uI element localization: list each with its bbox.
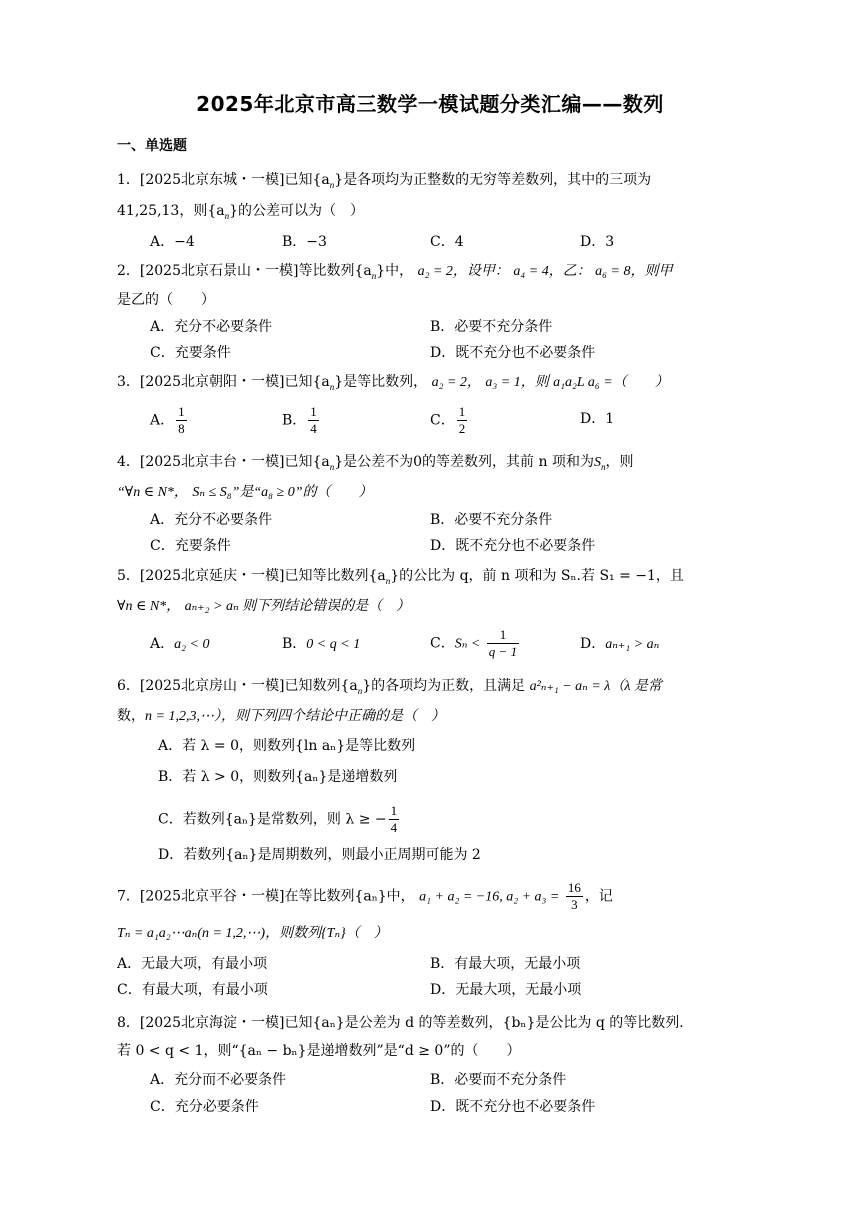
q8-option-b: B．必要而不充分条件 (430, 1072, 567, 1088)
question-8-line-2: 若 0 < q < 1，则“{aₙ − bₙ}是递增数列”是“d ≥ 0”的（ ） (117, 1043, 521, 1059)
q2-option-c: C．充要条件 (150, 345, 231, 361)
question-1-line-2: 41,25,13，则$\{a_n\}$的公差可以为（ ） (117, 203, 365, 221)
question-6-line-2: 数，n = 1,2,3,⋯），则下列四个结论中正确的是（ ） (117, 708, 445, 724)
q2-option-b: B．必要不充分条件 (430, 319, 553, 335)
q7-option-d: D．无最大项，无最小项 (430, 982, 582, 998)
q2-option-d: D．既不充分也不必要条件 (430, 345, 596, 361)
question-6-line-1: 6．[2025北京房山・一模]已知数列$\{a_n\}$的各项均为正数，且满足 a²ₙ₊₁ − aₙ = λ（λ 是常 (117, 678, 662, 696)
question-2-line-2: 是乙的（ ） (117, 292, 215, 308)
q7-option-a: A．无最大项，有最小项 (117, 956, 268, 972)
q7-option-c: C．有最大项，有最小项 (117, 982, 268, 998)
question-3-line-1: 3．[2025北京朝阳・一模]已知$\{a_n\}$是等比数列， a₂ = 2， a₃ = 1，则 a₁a₂L a₆ =（ ） (117, 374, 669, 392)
question-4-line-1: 4．[2025北京丰台・一模]已知$\{a_n\}$是公差不为0的等差数列，其前 n 项和为$S_n$，则 (117, 454, 634, 472)
question-7-line-2: Tₙ = a₁a₂⋯aₙ(n = 1,2,⋯)，则数列{Tₙ}（ ） (117, 926, 388, 941)
q6-option-c: C．若数列{aₙ}是常数列，则 λ ≥ − $\frac{1}{4}$ (158, 803, 398, 835)
q4-option-d: D．既不充分也不必要条件 (430, 538, 596, 554)
q8-option-c: C．充分必要条件 (150, 1099, 259, 1115)
section-heading: 一、单选题 (117, 138, 187, 154)
q8-option-a: A．充分而不必要条件 (150, 1072, 287, 1088)
q3-option-d: D．1 (580, 411, 615, 427)
q1-option-c: C．4 (430, 234, 464, 250)
q6-option-a: A．若 λ = 0，则数列{ln aₙ}是等比数列 (158, 738, 416, 754)
q2-option-a: A．充分不必要条件 (150, 319, 273, 335)
q6-option-d: D．若数列{aₙ}是周期数列，则最小正周期可能为 2 (158, 847, 481, 863)
q3-option-c: C． $\frac{1}{2}$ (430, 404, 466, 436)
q4-option-b: B．必要不充分条件 (430, 512, 553, 528)
question-4-line-2: “∀n ∈ N*， Sₙ ≤ S₈”是“a₈ ≥ 0”的（ ） (117, 485, 373, 500)
q5-option-a: A．a₂ < 0 (150, 636, 210, 652)
q6-option-b: B．若 λ > 0，则数列{aₙ}是递增数列 (158, 769, 398, 785)
q1-option-a: A．−4 (150, 234, 195, 250)
q4-option-c: C．充要条件 (150, 538, 231, 554)
q4-option-a: A．充分不必要条件 (150, 512, 273, 528)
q3-option-a: A． $\frac{1}{8}$ (150, 404, 185, 436)
q8-option-d: D．既不充分也不必要条件 (430, 1099, 596, 1115)
question-8-line-1: 8．[2025北京海淀・一模]已知{aₙ}是公差为 d 的等差数列，{bₙ}是公比为 q 的等比数列. (117, 1015, 684, 1031)
q1-option-b: B．−3 (282, 234, 327, 250)
question-7-line-1: 7．[2025北京平谷・一模]在等比数列{aₙ}中， a₁ + a₂ = −16, a₂ + a₃ = $\frac{16}{3}$ ，记 (117, 880, 613, 912)
q3-option-b: B． $\frac{1}{4}$ (282, 404, 317, 436)
page-title: 2025年北京市高三数学一模试题分类汇编——数列 (196, 92, 664, 116)
question-5-line-1: 5．[2025北京延庆・一模]已知等比数列$\{a_n\}$的公比为 q，前 n 项和为 Sₙ.若 S₁ = −1，且 (117, 568, 684, 586)
q7-option-b: B．有最大项，无最小项 (430, 956, 581, 972)
q1-option-d: D．3 (580, 234, 615, 250)
q5-option-c: C．Sₙ < $\frac{1}{q - 1}$ (430, 627, 518, 659)
question-5-line-2: ∀n ∈ N*， aₙ₊₂ > aₙ 则下列结论错误的是（ ） (117, 599, 411, 614)
question-1-line-1: 1．[2025北京东城・一模]已知$\{a_n\}$是各项均为正整数的无穷等差数列，其中的三项为 (117, 172, 652, 190)
q5-option-d: D．aₙ₊₁ > aₙ (580, 636, 660, 652)
question-2-line-1: 2．[2025北京石景山・一模]等比数列$\{a_n\}$中， a₂ = 2，设甲： a₄ = 4，乙： a₆ = 8，则甲 (117, 263, 673, 281)
q5-option-b: B．0 < q < 1 (282, 636, 361, 652)
